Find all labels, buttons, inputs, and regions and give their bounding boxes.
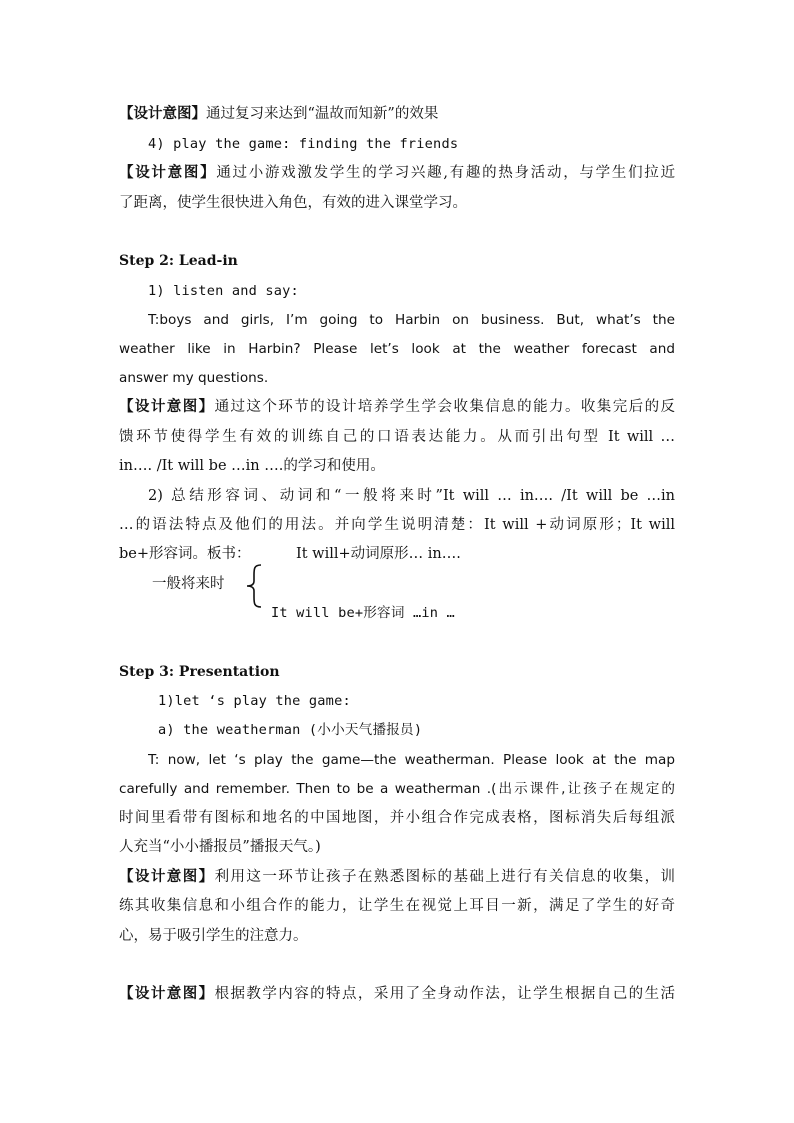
design-intent-paragraph-4-line-3: 心，易于吸引学生的注意力。 (119, 928, 308, 944)
paragraph-text: 通过这个环节的设计培养学生学会收集信息的能力。收集完后的反 (214, 399, 675, 415)
design-intent-tag: 【设计意图】 (119, 985, 215, 1002)
design-intent-paragraph-1 (119, 104, 675, 124)
game-item-4: 4) play the game: finding the friends (148, 136, 459, 152)
design-intent-paragraph-2-line-1 (119, 163, 675, 183)
teacher-line-step3-3: 时间里看带有图标和地名的中国地图，并小组合作完成表格，图标消失后每组派 (119, 810, 675, 826)
design-intent-paragraph-3-line-1 (119, 397, 675, 417)
design-intent-paragraph-4-line-2: 练其收集信息和小组合作的能力，让学生在视觉上耳目一新，满足了学生的好奇 (119, 898, 675, 914)
paragraph-text: 根据教学内容的特点，采用了全身动作法，让学生根据自己的生活 (214, 986, 675, 1002)
step-2-sub-item-2-line-1: 2) 总结形容词、动词和“一般将来时”It will … in…. /It will be …in (148, 488, 675, 504)
teacher-line-step3-1: T: now, let ‘s play the game—the weatherman. Please look at the map (148, 752, 675, 768)
step-2-heading: Step 2: Lead-in (119, 253, 238, 269)
step-2-sub-item-2-line-3: be+形容词。板书： (119, 546, 251, 562)
design-intent-tag: 【设计意图】 (119, 398, 215, 415)
teacher-line-step3-2: carefully and remember. Then to be a weatherman .(出示课件,让孩子在规定的 (119, 781, 675, 797)
design-intent-paragraph-4-line-1 (119, 867, 675, 887)
step-2-sub-item-1: 1) listen and say: (148, 283, 299, 299)
design-intent-tag: 【设计意图】 (119, 164, 217, 181)
design-intent-tag: 【设计意图】 (119, 868, 215, 885)
design-intent-paragraph-3-line-2: 馈环节使得学生有效的训练自己的口语表达能力。从而引出句型 It will … (119, 429, 675, 445)
teacher-line-step3-4: 人充当“小小播报员”播报天气。) (119, 839, 321, 855)
step-3-sub-item-a: a) the weatherman (小小天气播报员) (158, 722, 423, 738)
board-label: 一般将来时 (152, 576, 225, 592)
board-top-line: It will+动词原形… in…. (296, 546, 461, 562)
step-2-sub-item-2-line-2: …的语法特点及他们的用法。并向学生说明清楚：It will +动词原形；It will (119, 517, 675, 533)
teacher-line-3: answer my questions. (119, 370, 269, 386)
step-3-sub-item-1: 1)let ‘s play the game: (158, 693, 351, 709)
paragraph-text: 通过小游戏激发学生的学习兴趣,有趣的热身活动，与学生们拉近 (216, 165, 675, 181)
paragraph-text: 通过复习来达到“温故而知新”的效果 (206, 106, 439, 122)
design-intent-tag: 【设计意图】 (119, 105, 206, 122)
teacher-line-2: weather like in Harbin? Please let’s look at the weather forecast and (119, 341, 675, 357)
design-intent-paragraph-2-line-2: 了距离，使学生很快进入角色，有效的进入课堂学习。 (119, 195, 467, 211)
design-intent-paragraph-5-line-1 (119, 984, 675, 1004)
board-bottom-line: It will be+形容词 …in … (271, 605, 455, 621)
step-3-heading: Step 3: Presentation (119, 664, 280, 680)
curly-brace-icon (243, 563, 265, 609)
teacher-line-1: T:boys and girls, I’m going to Harbin on business. But, what’s the (148, 312, 675, 328)
paragraph-text: 利用这一环节让孩子在熟悉图标的基础上进行有关信息的收集，训 (214, 869, 675, 885)
design-intent-paragraph-3-line-3: in…. /It will be …in ….的学习和使用。 (119, 458, 385, 474)
